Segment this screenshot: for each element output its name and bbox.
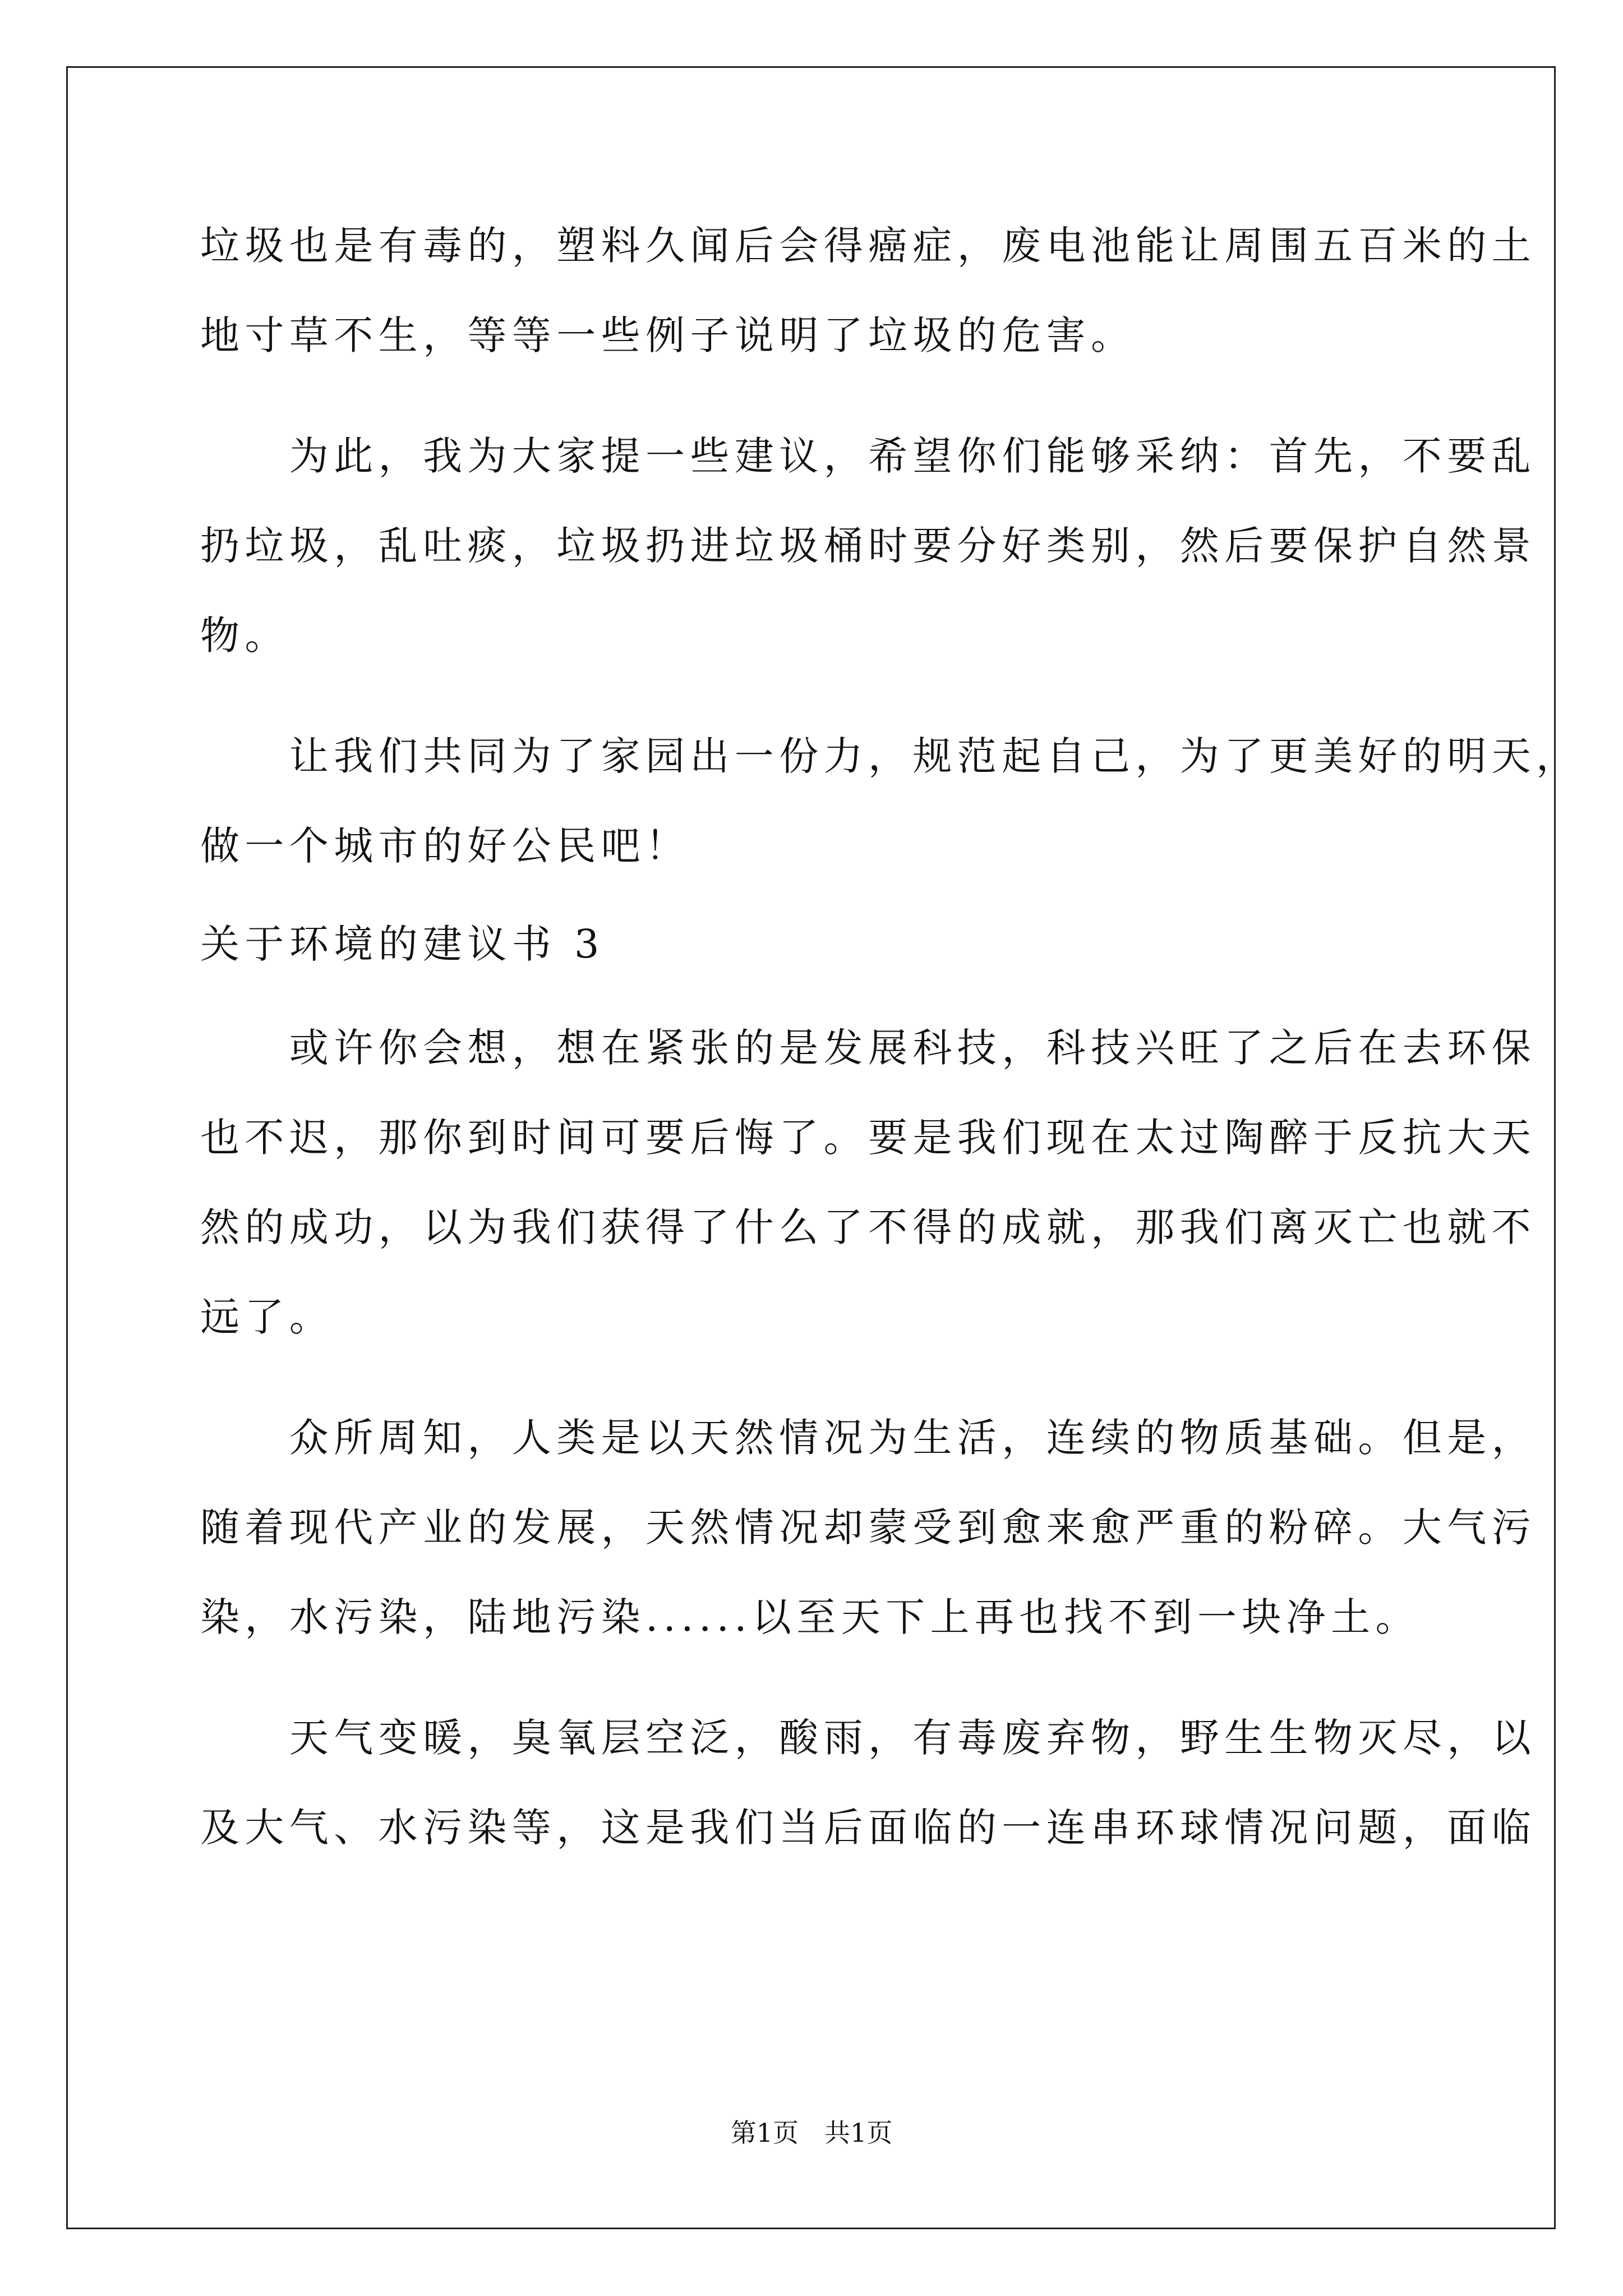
text-line: 地寸草不生，等等一些例子说明了垃圾的危害。: [200, 312, 1136, 358]
page-footer: 第1页 共1页: [730, 2118, 893, 2148]
text-line: 扔垃圾，乱吐痰，垃圾扔进垃圾桶时要分好类别，然后要保护自然景: [200, 523, 1536, 569]
text-line: 天气变暖，臭氧层空泛，酸雨，有毒废弃物，野生生物灭尽，以: [200, 1715, 1536, 1761]
text-line: 或许你会想，想在紧张的是发展科技，科技兴旺了之后在去环保: [200, 1025, 1536, 1071]
text-line: 也不迟，那你到时间可要后悔了。要是我们现在太过陶醉于反抗大天: [200, 1115, 1536, 1161]
text-line: 为此，我为大家提一些建议，希望你们能够采纳：首先，不要乱: [200, 433, 1536, 479]
text-line: 垃圾也是有毒的，塑料久闻后会得癌症，废电池能让周围五百米的土: [200, 223, 1536, 269]
text-line: 随着现代产业的发展，天然情况却蒙受到愈来愈严重的粉碎。大气污: [200, 1504, 1536, 1550]
text-line: 染，水污染，陆地污染......以至天下上再也找不到一块净土。: [200, 1594, 1420, 1640]
text-line: 远了。: [200, 1294, 334, 1340]
text-line: 做一个城市的好公民吧！: [200, 823, 690, 869]
text-line: 让我们共同为了家园出一份力，规范起自己，为了更美好的明天，: [200, 733, 1581, 779]
text-line: 众所周知，人类是以天然情况为生活，连续的物质基础。但是，: [200, 1415, 1536, 1461]
text-line: 然的成功，以为我们获得了什么了不得的成就，那我们离灭亡也就不: [200, 1204, 1536, 1250]
section-heading: 关于环境的建议书 3: [200, 921, 605, 967]
text-line: 物。: [200, 613, 289, 659]
text-line: 及大气、水污染等，这是我们当后面临的一连串环球情况问题，面临: [200, 1805, 1536, 1851]
